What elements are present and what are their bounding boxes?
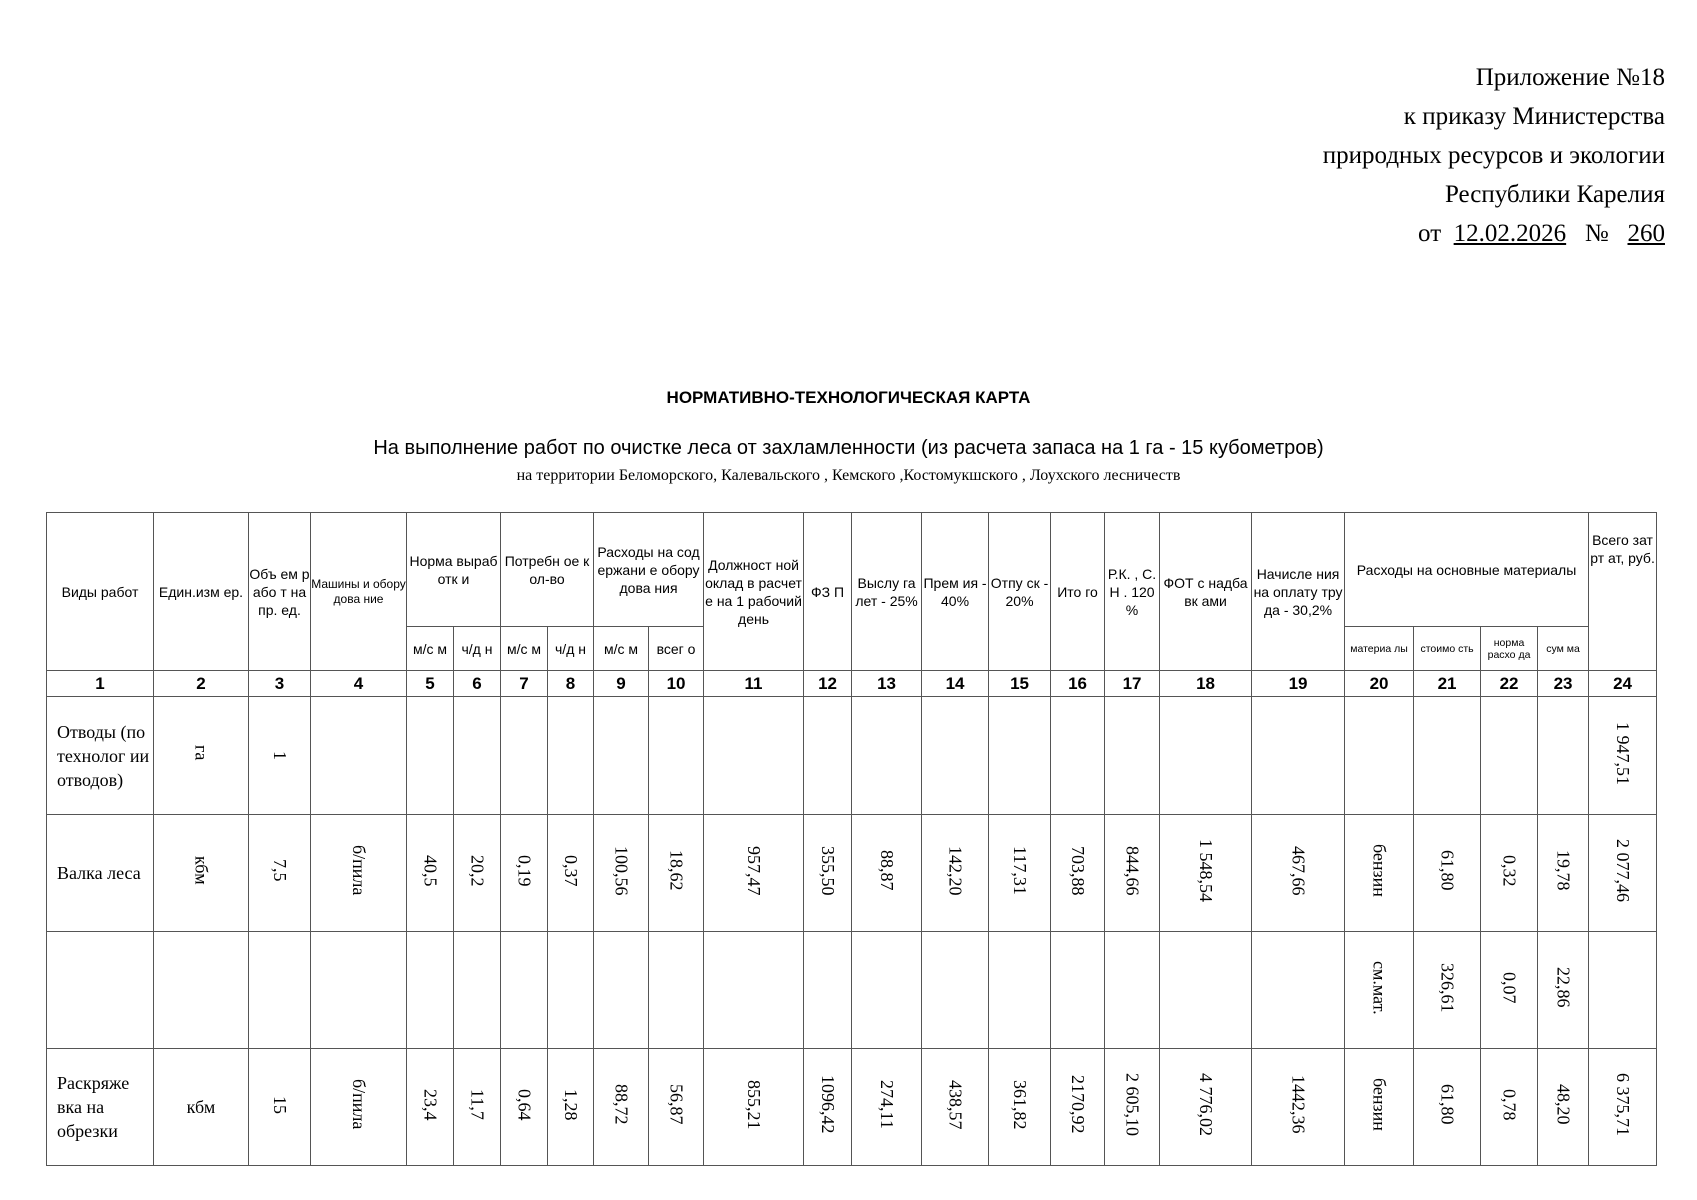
col-accruals-header: Начисле ния на оплату труда - 30,2% [1252,513,1345,671]
value-cell: кбм [154,815,249,932]
col-number: 11 [704,671,804,697]
table-row [47,1049,1657,1166]
empty-cell [548,932,594,1049]
total-cell: 1 947,51 [1589,697,1657,815]
value-cell: 1,28 [548,1049,594,1166]
col-number: 3 [249,671,311,697]
unit-cell: кбм [154,1049,249,1166]
col-number: 10 [649,671,704,697]
value-cell: 61,80 [1414,815,1481,932]
value-cell: 40,5 [407,815,454,932]
value-cell: 56,87 [649,1049,704,1166]
sub-sum: сум ма [1538,627,1589,671]
empty-cell [407,932,454,1049]
sub-qty-machine-shift: м/с м [501,627,548,671]
col-number: 5 [407,671,454,697]
value-cell: 361,82 [989,1049,1051,1166]
order-number: 260 [1627,220,1665,247]
document-subtitle: На выполнение работ по очистке леса от захламленности (из расчета запаса на 1 га - 15 кубометров) [373,437,1324,459]
empty-cell [649,932,704,1049]
empty-cell [704,932,804,1049]
sub-consumption-rate: норма расхо да [1481,627,1538,671]
empty-cell [548,697,594,815]
col-number: 21 [1414,671,1481,697]
empty-cell [922,932,989,1049]
empty-cell [1345,697,1414,815]
col-volume-header: Объ ем рабо т на пр. ед. [249,513,311,671]
col-number: 4 [311,671,407,697]
sub-output-machine-shift: м/с м [407,627,454,671]
table-row [47,697,1657,815]
col-regional-coef-header: Р.К. , С.Н . 120 % [1105,513,1160,671]
col-unit-header: Един.изм ер. [154,513,249,671]
value-cell: 15 [249,1049,311,1166]
empty-cell [249,932,311,1049]
empty-cell [1105,697,1160,815]
value-cell: 326,61 [1414,932,1481,1049]
col-work-type-header: Виды работ [47,513,154,671]
value-cell: 0,78 [1481,1049,1538,1166]
empty-cell [407,697,454,815]
col-output-norm-header: Норма выработк и [407,513,501,627]
col-number: 23 [1538,671,1589,697]
value-cell: 355,50 [804,815,852,932]
value-cell: 61,80 [1414,1049,1481,1166]
order-date: 12.02.2026 [1453,220,1567,247]
table-row [47,932,1657,1049]
value-cell: 438,57 [922,1049,989,1166]
order-header [1323,58,1665,253]
empty-cell [1160,697,1252,815]
value-cell: 117,31 [989,815,1051,932]
empty-cell [154,932,249,1049]
col-number: 22 [1481,671,1538,697]
value-cell: 20,2 [454,815,501,932]
col-bonus-header: Прем ия - 40% [922,513,989,671]
empty-cell [1414,697,1481,815]
work-type-cell: Раскряже вка на обрезки [47,1049,154,1166]
col-number: 14 [922,671,989,697]
empty-cell [1051,697,1105,815]
table-row [47,815,1657,932]
document-territory: на территории Беломорского, Калевальского , Кемского ,Костомукшского , Лоухского лесничеств [516,467,1181,484]
value-cell: б/пила [311,815,407,932]
value-cell: 11,7 [454,1049,501,1166]
value-cell: 7,5 [249,815,311,932]
col-salary-header: Должност ной оклад в расчете на 1 рабочий день [704,513,804,671]
col-vacation-header: Отпу ск - 20% [989,513,1051,671]
col-machines-header: Машины и оборудова ние [311,513,407,671]
number-sign: № [1584,220,1609,247]
value-cell: 0,07 [1481,932,1538,1049]
total-cell: 2 077,46 [1589,815,1657,932]
sub-materials: материа лы [1345,627,1414,671]
col-fzp-header: ФЗ П [804,513,852,671]
empty-cell [1160,932,1252,1049]
work-type-cell: Отводы (по технолог ии отводов) [47,697,154,815]
value-cell: 1096,42 [804,1049,852,1166]
col-number: 24 [1589,671,1657,697]
value-cell: б/пила [311,1049,407,1166]
sub-costs-machine-shift: м/с м [594,627,649,671]
col-number: 18 [1160,671,1252,697]
col-total-header: Всего затрт ат, руб. [1589,513,1657,671]
empty-cell [454,932,501,1049]
date-prefix: от [1418,220,1442,247]
empty-cell [1589,932,1657,1049]
empty-cell [704,697,804,815]
col-number: 9 [594,671,649,697]
value-cell: 0,37 [548,815,594,932]
value-cell: см.мат. [1345,932,1414,1049]
col-seniority-header: Выслу га лет - 25% [852,513,922,671]
value-cell: 1 548,54 [1160,815,1252,932]
value-cell: 0,19 [501,815,548,932]
work-type-cell: Валка леса [47,815,154,932]
order-line: к приказу Министерства [1403,103,1665,130]
empty-cell [922,697,989,815]
empty-cell [852,932,922,1049]
col-number: 2 [154,671,249,697]
total-cell: 6 375,71 [1589,1049,1657,1166]
empty-cell [454,697,501,815]
value-cell: 855,21 [704,1049,804,1166]
col-number: 20 [1345,671,1414,697]
empty-cell [1051,932,1105,1049]
empty-cell [311,932,407,1049]
empty-cell [594,932,649,1049]
col-equipment-costs-header: Расходы на содержани е оборудова ния [594,513,704,627]
value-cell: 467,66 [1252,815,1345,932]
sub-costs-total: всег о [649,627,704,671]
empty-cell [1481,697,1538,815]
value-cell: 0,64 [501,1049,548,1166]
unit-cell: га [154,697,249,815]
empty-cell [852,697,922,815]
col-payroll-header: ФОТ с надбавк ами [1160,513,1252,671]
col-number: 16 [1051,671,1105,697]
value-cell: 703,88 [1051,815,1105,932]
document-title: НОРМАТИВНО-ТЕХНОЛОГИЧЕСКАЯ КАРТА [666,388,1031,407]
value-cell: 957,47 [704,815,804,932]
value-cell: 22,86 [1538,932,1589,1049]
volume-cell: 1 [249,697,311,815]
value-cell: 844,66 [1105,815,1160,932]
sub-output-man-day: ч/д н [454,627,501,671]
empty-cell [804,697,852,815]
sub-cost: стоимо сть [1414,627,1481,671]
norm-tech-table [46,512,1657,1166]
empty-cell [501,932,548,1049]
empty-cell [1105,932,1160,1049]
value-cell: 142,20 [922,815,989,932]
col-materials-header: Расходы на основные материалы [1345,513,1589,627]
value-cell: бензин [1345,1049,1414,1166]
value-cell: 2 605,10 [1105,1049,1160,1166]
empty-cell [989,932,1051,1049]
empty-cell [804,932,852,1049]
value-cell: 48,20 [1538,1049,1589,1166]
value-cell: 1442,36 [1252,1049,1345,1166]
sub-qty-man-day: ч/д н [548,627,594,671]
empty-cell [1252,697,1345,815]
col-number: 15 [989,671,1051,697]
value-cell: 88,87 [852,815,922,932]
order-date-line [1323,214,1665,253]
value-cell: 88,72 [594,1049,649,1166]
value-cell: 100,56 [594,815,649,932]
col-number: 17 [1105,671,1160,697]
col-number: 7 [501,671,548,697]
col-subtotal-header: Ито го [1051,513,1105,671]
col-number: 13 [852,671,922,697]
republic-line: Республики Карелия [1444,181,1665,208]
empty-cell [311,697,407,815]
col-number: 6 [454,671,501,697]
column-number-row [47,671,1657,697]
col-number: 1 [47,671,154,697]
col-number: 12 [804,671,852,697]
value-cell: 23,4 [407,1049,454,1166]
col-required-qty-header: Потребн ое кол-во [501,513,594,627]
value-cell: 4 776,02 [1160,1049,1252,1166]
empty-cell [649,697,704,815]
value-cell: 274,11 [852,1049,922,1166]
empty-cell [501,697,548,815]
col-number: 19 [1252,671,1345,697]
empty-cell [1538,697,1589,815]
empty-cell [989,697,1051,815]
value-cell: 0,32 [1481,815,1538,932]
value-cell: бензин [1345,815,1414,932]
empty-cell [47,932,154,1049]
empty-cell [1252,932,1345,1049]
value-cell: 19,78 [1538,815,1589,932]
ministry-line: природных ресурсов и экологии [1322,142,1665,169]
value-cell: 2170,92 [1051,1049,1105,1166]
appendix-label: Приложение №18 [1475,64,1665,91]
col-number: 8 [548,671,594,697]
empty-cell [594,697,649,815]
value-cell: 18,62 [649,815,704,932]
